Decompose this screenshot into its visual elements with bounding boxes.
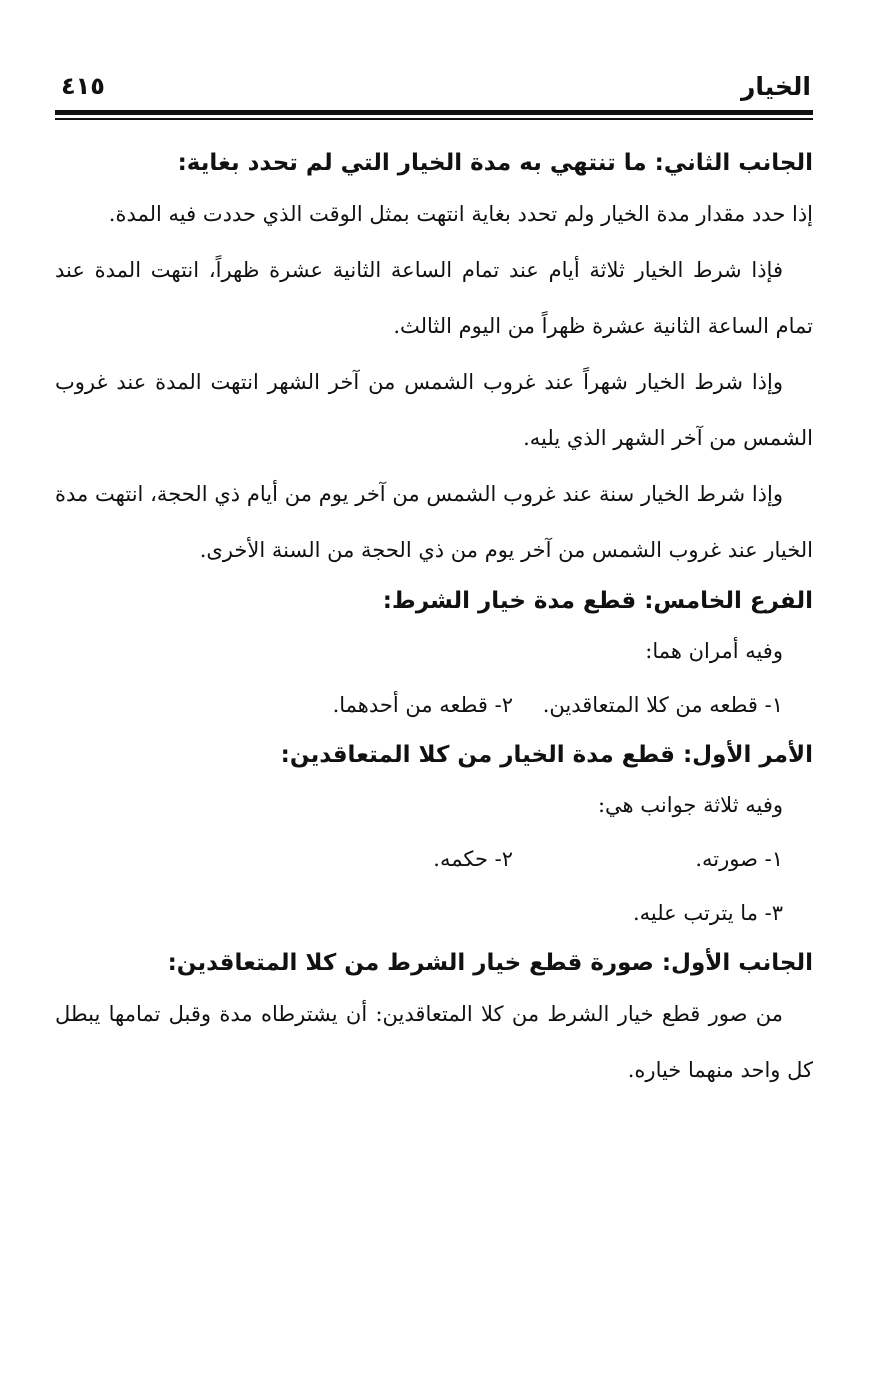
page-body [55, 140, 813, 1098]
header-rule-thick [55, 110, 813, 115]
running-header [55, 66, 813, 106]
list-item: ٢- قطعه من أحدهما. [332, 693, 513, 717]
intro-line: وفيه أمران هما: [645, 639, 783, 663]
section-heading: الفرع الخامس: قطع مدة خيار الشرط: [382, 588, 813, 614]
numbered-list-row [55, 832, 813, 886]
list-item: ١- صورته. [695, 847, 783, 871]
section-heading: الأمر الأول: قطع مدة الخيار من كلا المتعاقدين: [280, 742, 813, 768]
section-heading: الجانب الأول: صورة قطع خيار الشرط من كلا المتعاقدين: [167, 950, 813, 976]
list-item: ١- قطعه من كلا المتعاقدين. [542, 693, 783, 717]
header-title: الخيار [741, 72, 811, 101]
numbered-list-row [55, 678, 813, 732]
paragraph: فإذا شرط الخيار ثلاثة أيام عند تمام الساعة الثانية عشرة ظهراً، انتهت المدة عند تمام الساعة الثانية عشرة ظهراً من اليوم الثالث. [55, 258, 813, 338]
paragraph: وإذا شرط الخيار شهراً عند غروب الشمس من آخر الشهر انتهت المدة عند غروب الشمس من آخر الشهر الذي يليه. [55, 370, 813, 450]
paragraph: من صور قطع خيار الشرط من كلا المتعاقدين: أن يشترطاه مدة وقبل تمامها يبطل كل واحد منهما خياره. [55, 1002, 813, 1082]
paragraph: وإذا شرط الخيار سنة عند غروب الشمس من آخر يوم من أيام ذي الحجة، انتهت مدة الخيار عند غروب الشمس من آخر يوم من ذي الحجة من السنة الأخرى. [55, 482, 813, 562]
page-number: ٤١٥ [61, 72, 105, 100]
intro-line: وفيه ثلاثة جوانب هي: [597, 793, 783, 817]
section-heading: الجانب الثاني: ما تنتهي به مدة الخيار التي لم تحدد بغاية: [177, 150, 813, 176]
list-item: ٣- ما يترتب عليه. [632, 901, 783, 925]
paragraph: إذا حدد مقدار مدة الخيار ولم تحدد بغاية انتهت بمثل الوقت الذي حددت فيه المدة. [108, 202, 813, 226]
header-rule-thin [55, 118, 813, 120]
list-item: ٢- حكمه. [433, 847, 513, 871]
